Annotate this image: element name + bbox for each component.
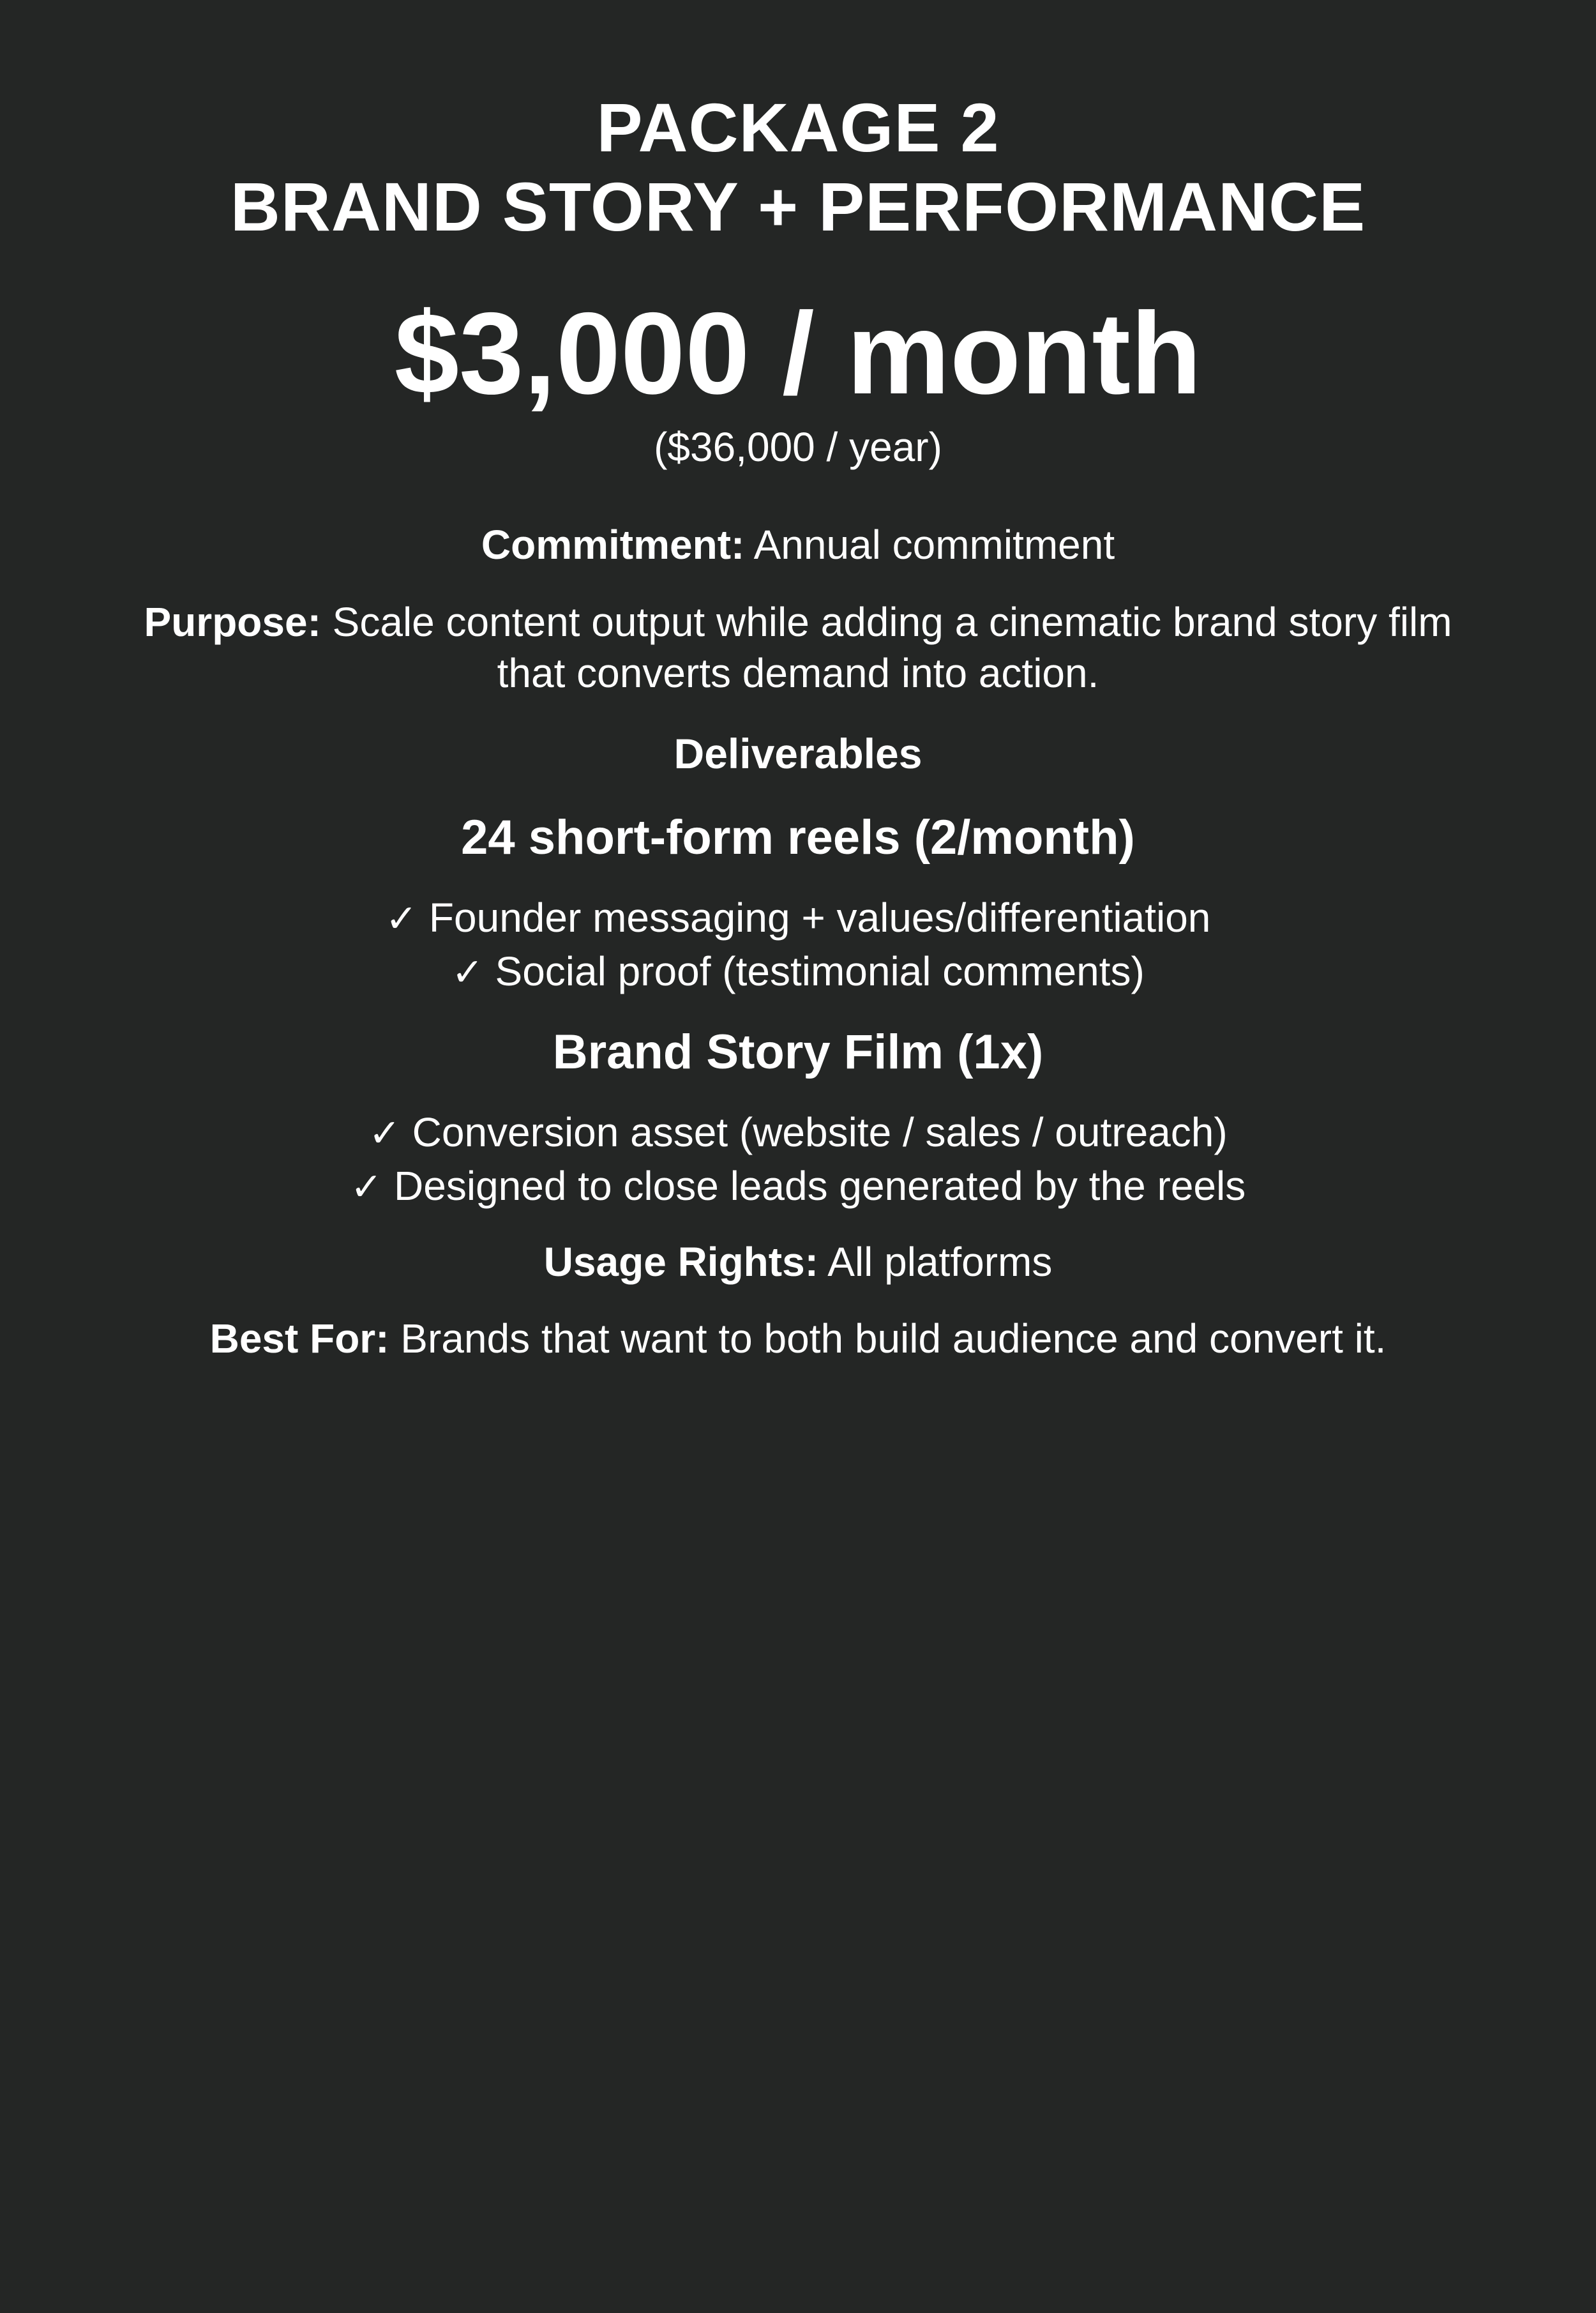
list-item-text: Conversion asset (website / sales / outreach)	[412, 1109, 1228, 1155]
monthly-price: $3,000 / month	[394, 288, 1202, 418]
list-item	[0, 891, 1596, 945]
film-heading: Brand Story Film (1x)	[552, 1025, 1044, 1079]
reels-checklist	[0, 891, 1596, 999]
list-item-text: Social proof (testimonial comments)	[495, 948, 1145, 994]
reels-heading: 24 short-form reels (2/month)	[461, 810, 1135, 865]
commitment-row	[109, 519, 1487, 570]
check-icon: ✓	[368, 1111, 401, 1156]
best-for-label: Best For:	[209, 1316, 389, 1361]
list-item-text: Designed to close leads generated by the reels	[394, 1163, 1246, 1209]
annual-price: ($36,000 / year)	[654, 424, 942, 470]
best-for-value: Brands that want to both build audience and convert it.	[400, 1316, 1387, 1361]
purpose-value: Scale content output while adding a cinematic brand story film that converts demand into action.	[332, 599, 1452, 696]
check-icon: ✓	[385, 897, 418, 941]
check-icon: ✓	[451, 950, 484, 995]
commitment-value: Annual commitment	[753, 522, 1115, 568]
package-name: BRAND STORY + PERFORMANCE	[230, 168, 1366, 245]
film-checklist	[0, 1106, 1596, 1213]
purpose-row	[109, 596, 1487, 699]
package-title	[0, 88, 1596, 246]
commitment-label: Commitment:	[481, 522, 745, 568]
usage-rights-row	[109, 1236, 1487, 1287]
usage-rights-label: Usage Rights:	[543, 1239, 818, 1285]
usage-rights-value: All platforms	[827, 1239, 1053, 1285]
package-label: PACKAGE 2	[596, 89, 1000, 166]
list-item	[0, 945, 1596, 999]
check-icon: ✓	[350, 1165, 383, 1210]
list-item	[0, 1106, 1596, 1160]
list-item-text: Founder messaging + values/differentiation	[428, 895, 1211, 941]
best-for-row	[109, 1313, 1487, 1364]
list-item	[0, 1160, 1596, 1213]
purpose-label: Purpose:	[144, 599, 321, 645]
deliverables-heading: Deliverables	[674, 730, 922, 777]
